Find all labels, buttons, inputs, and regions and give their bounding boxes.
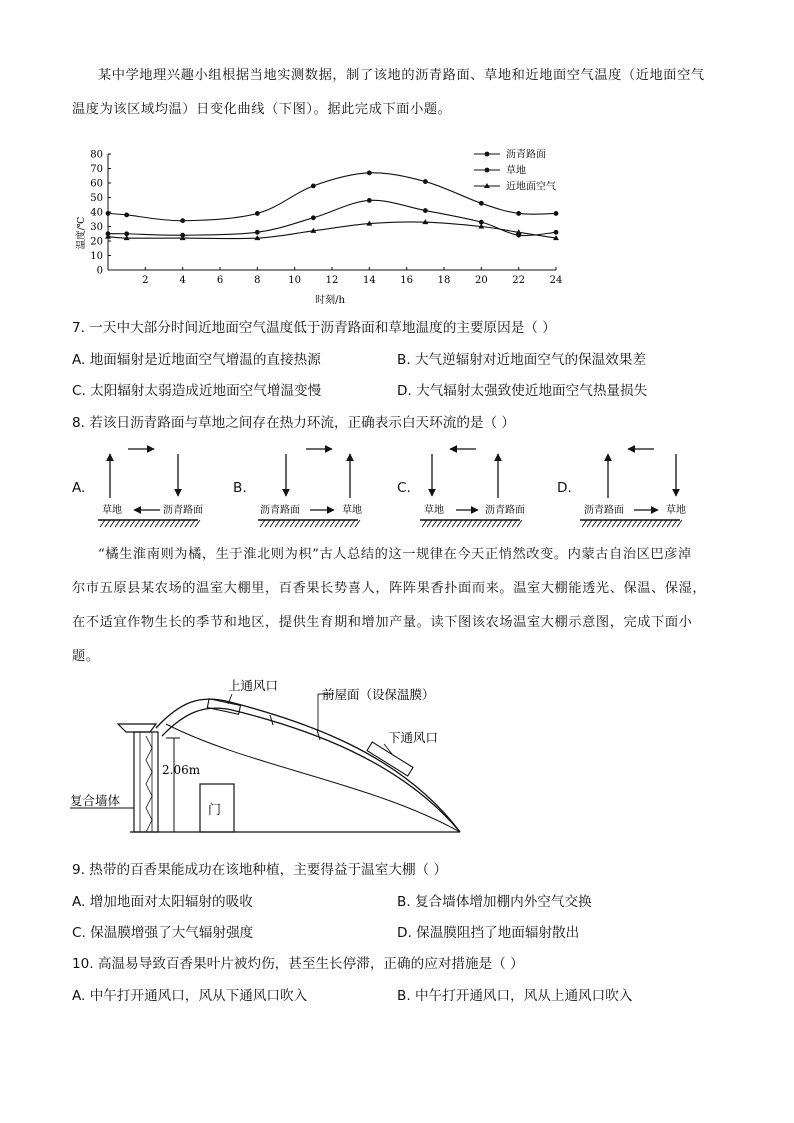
legend-label-1: 草地 [506,165,526,177]
x-tick-label: 14 [362,275,376,286]
right-label: 草地 [342,505,362,516]
y-tick-label: 0 [96,265,103,277]
ground-hatch [258,520,360,527]
y-tick-label: 20 [90,236,103,248]
q9-option-d[interactable]: D. 保温膜阻挡了地面辐射散出 [397,925,580,941]
intro-paragraph-2 [72,538,722,674]
series-line-0 [108,173,556,221]
left-label: 沥青路面 [584,505,624,516]
compound-wall [134,732,158,832]
chart-lines [105,170,559,240]
series-point-0 [255,211,260,216]
intro2-line3: 在不适宜作物生长的季节和地区，提供生育期和增加产量。读下图该农场温室大棚示意图，完成下面小 [72,615,693,630]
y-tick-label: 70 [90,164,103,175]
x-tick-label: 20 [474,275,488,286]
q8-option-d-diagram[interactable] [572,440,702,535]
series-point-0 [367,170,372,175]
q7-option-c[interactable]: C. 太阳辐射太弱造成近地面空气增温变慢 [72,383,322,399]
ground-hatch [420,520,522,527]
series-point-0 [423,179,428,184]
q10-stem: 10. 高温易导致百香果叶片被灼伤，甚至生长停滞，正确的应对措施是（ ） [72,956,524,972]
series-point-0 [180,218,185,223]
q9-option-a[interactable]: A. 增加地面对太阳辐射的吸收 [72,894,253,910]
legend-marker-1 [485,168,490,173]
q8-option-a-letter[interactable]: A. [72,480,86,496]
series-point-0 [516,211,521,216]
series-point-1 [311,215,316,220]
series-point-1 [423,208,428,213]
q8-option-a-diagram[interactable] [90,440,220,535]
y-tick-label: 50 [90,193,103,204]
q7-stem: 7. 一天中大部分时间近地面空气温度低于沥青路面和草地温度的主要原因是（ ） [72,320,556,336]
series-point-1 [255,230,260,235]
greenhouse-diagram [70,672,470,837]
series-point-0 [124,213,129,218]
y-tick-label: 80 [90,149,103,161]
intro1-line2: 温度为该区域均温）日变化曲线（下图）。据此完成下面小题。 [72,102,452,117]
x-tick-label: 4 [179,275,186,286]
right-label: 沥青路面 [163,505,203,516]
right-label: 沥青路面 [485,505,525,516]
y-tick-label: 40 [90,207,103,219]
legend-label-2: 近地面空气 [506,181,556,193]
y-axis-label: 温度/℃ [76,216,87,250]
q9-option-c[interactable]: C. 保温膜增强了大气辐射强度 [72,925,254,941]
x-tick-label: 24 [549,275,563,286]
intro2-line4: 题。 [72,649,100,664]
q8-option-c-letter[interactable]: C. [397,480,411,496]
q7-option-a[interactable]: A. 地面辐射是近地面空气增温的直接热源 [72,352,321,368]
left-label: 沥青路面 [260,505,300,516]
x-tick-label: 6 [216,275,224,286]
roof-label: 前屋面（设保温膜） [322,687,435,702]
intro1-line1: 某中学地理兴趣小组根据当地实测数据，制了该地的沥青路面、草地和近地面空气温度（近地面空气 [98,68,705,83]
left-label: 草地 [102,505,122,516]
intro2-line1: “橘生淮南则为橘，生于淮北则为枳”古人总结的这一规律在今天正悄然改变。内蒙古自治区巴彦淖 [98,547,692,562]
x-axis-label: 时刻/h [315,295,345,306]
x-tick-label: 10 [288,275,302,286]
left-label: 草地 [424,505,444,516]
q10-option-b[interactable]: B. 中午打开通风口，风从上通风口吹入 [397,988,633,1004]
series-point-1 [367,198,372,203]
upper-vent-label: 上通风口 [228,678,279,693]
y-tick-label: 60 [90,178,103,190]
height-label: 2.06m [162,763,201,777]
q8-stem: 8. 若该日沥青路面与草地之间存在热力环流，正确表示白天环流的是（ ） [72,415,516,431]
front-roof-outer [156,699,460,832]
series-point-0 [479,201,484,206]
q7-option-b[interactable]: B. 大气逆辐射对近地面空气的保温效果差 [397,352,647,368]
q9-option-b[interactable]: B. 复合墙体增加棚内外空气交换 [397,894,592,910]
y-tick-label: 30 [90,222,103,233]
x-tick-label: 12 [325,275,339,286]
right-label: 草地 [666,505,686,516]
y-tick-label: 10 [90,251,103,262]
front-roof-inner [162,708,460,832]
door-label: 门 [208,803,222,818]
series-point-0 [311,184,316,189]
q8-option-b-letter[interactable]: B. [233,480,247,496]
q9-stem: 9. 热带的百香果能成功在该地种植，主要得益于温室大棚（ ） [72,862,448,878]
lower-vent-label: 下通风口 [388,730,439,745]
chart-legend [474,148,556,193]
x-tick-label: 18 [437,275,451,286]
series-point-1 [554,230,559,235]
q7-option-d[interactable]: D. 大气辐射太强致使近地面空气热量损失 [397,383,648,399]
intro-paragraph-1 [72,59,722,127]
q8-option-c-diagram[interactable] [412,440,542,535]
series-point-0 [106,211,111,216]
wall-label: 复合墙体 [70,793,121,808]
x-tick-label: 16 [400,275,414,286]
legend-label-0: 沥青路面 [506,149,546,161]
q8-option-d-letter[interactable]: D. [557,480,572,496]
intro2-line2: 尔市五原县某农场的温室大棚里，百香果长势喜人，阵阵果香扑面而来。温室大棚能透光、保温、保湿， [72,581,707,596]
series-point-0 [554,211,559,216]
x-tick-label: 8 [254,275,261,286]
ground-hatch [98,520,200,527]
lower-vent [367,742,413,776]
q8-option-b-diagram[interactable] [250,440,380,535]
temperature-line-chart [72,140,572,310]
x-tick-label: 2 [142,275,149,286]
q10-option-a[interactable]: A. 中午打开通风口，风从下通风口吹入 [72,988,308,1004]
legend-marker-0 [485,152,490,157]
ground-hatch [580,520,682,527]
x-tick-label: 22 [512,275,526,286]
